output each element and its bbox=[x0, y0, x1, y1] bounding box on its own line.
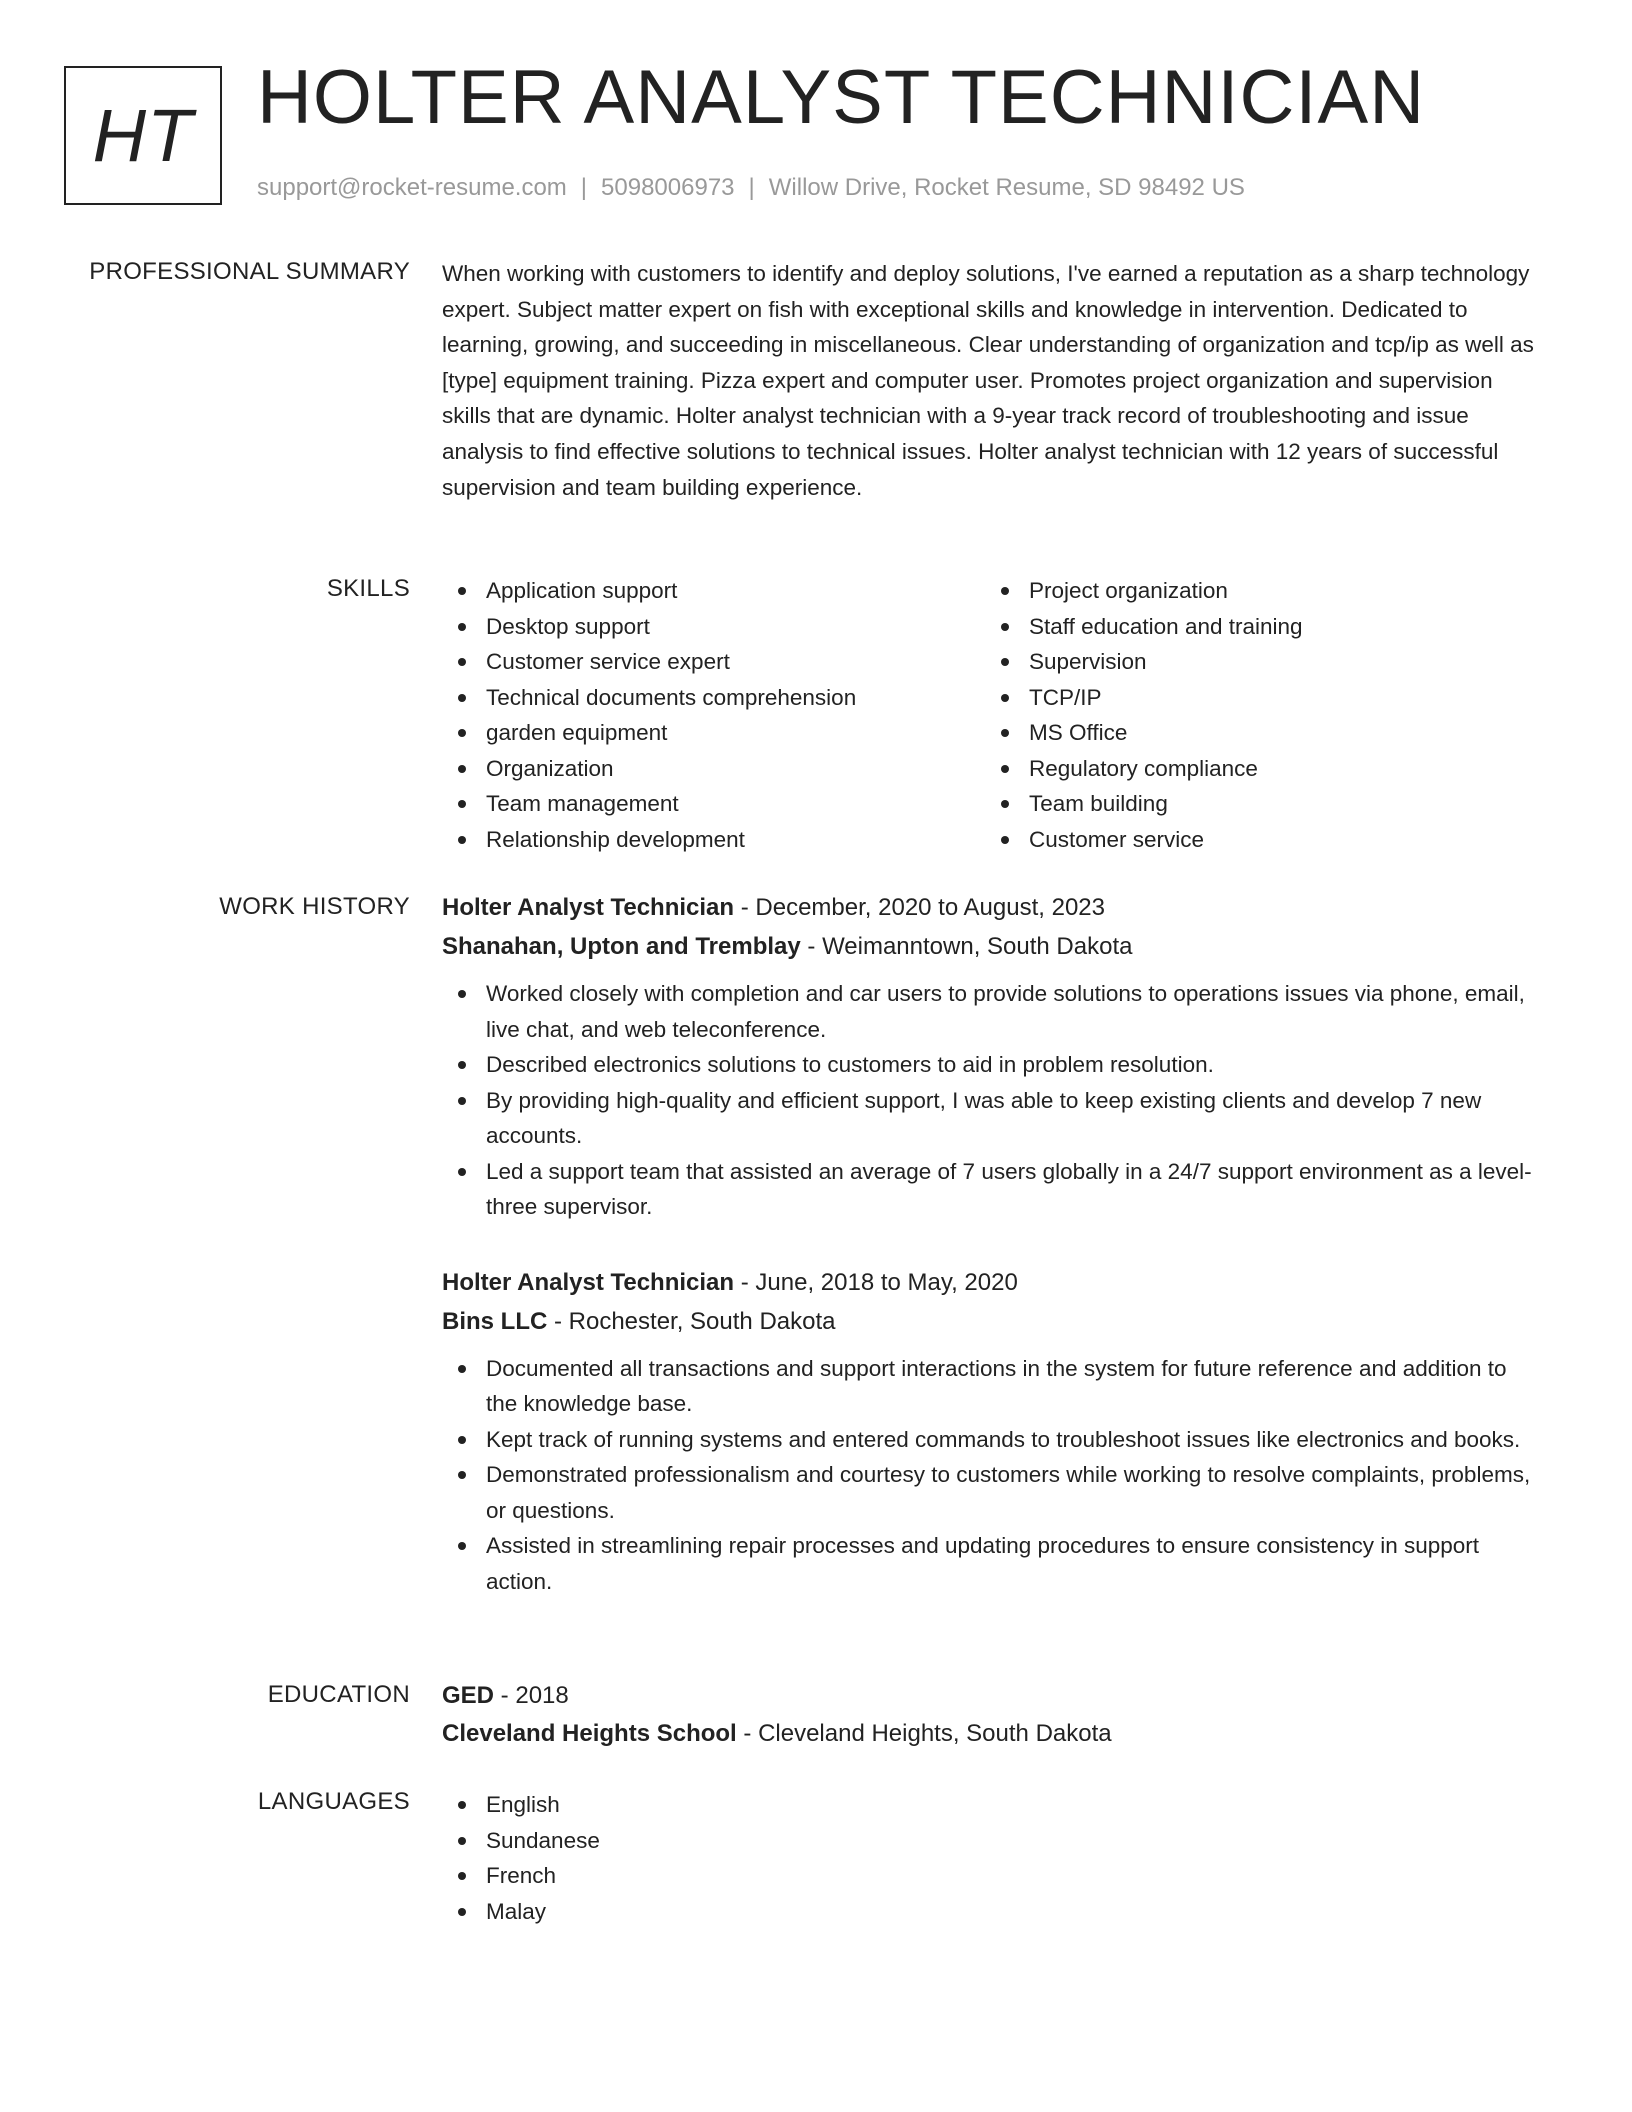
language-item: French bbox=[442, 1858, 1542, 1894]
skills-list-left bbox=[442, 573, 985, 857]
skill-item: Customer service expert bbox=[442, 644, 985, 680]
skill-item: Application support bbox=[442, 573, 985, 609]
summary-text: When working with customers to identify and deploy solutions, I've earned a reputation as a sharp technology expert. Subject matter expert on fish with exceptional skills and knowledge in intervention. Dedicated to learning, growing, and succeeding in miscellaneous. Clear understanding of organization and tcp/ip as well as [type] equipment training. Pizza expert and computer user. Promotes project organization and supervision skills that are dynamic. Holter analyst technician with a 9-year track record of troubleshooting and issue analysis to find effective solutions to technical issues. Holter analyst technician with 12 years of successful supervision and team building experience. bbox=[442, 261, 1534, 500]
education-degree-line bbox=[442, 1677, 1542, 1715]
candidate-name: HOLTER ANALYST TECHNICIAN bbox=[257, 55, 1426, 140]
monogram-initials: HT bbox=[92, 94, 194, 177]
job-title: Holter Analyst Technician bbox=[442, 1268, 735, 1296]
job-company-line bbox=[442, 1302, 1542, 1341]
skill-item: Desktop support bbox=[442, 609, 985, 645]
summary-body bbox=[442, 256, 1542, 505]
contact-phone[interactable]: 5098006973 bbox=[601, 174, 735, 201]
languages-list bbox=[442, 1787, 1542, 1929]
skill-item: Technical documents comprehension bbox=[442, 680, 985, 716]
job-bullet: By providing high-quality and efficient support, I was able to keep existing clients and develop 7 new accounts. bbox=[442, 1083, 1542, 1154]
job-bullet: Demonstrated professionalism and courtesy to customers while working to resolve complaints, problems, or questions. bbox=[442, 1457, 1542, 1528]
job-bullet-list bbox=[442, 1351, 1542, 1600]
job-bullet: Assisted in streamlining repair processes and updating procedures to ensure consistency in support action. bbox=[442, 1528, 1542, 1599]
contact-separator: | bbox=[748, 174, 755, 201]
skill-item: Project organization bbox=[985, 573, 1528, 609]
job-title-line bbox=[442, 1263, 1542, 1302]
section-label-education: EDUCATION bbox=[267, 1681, 410, 1708]
skill-item: MS Office bbox=[985, 715, 1528, 751]
contact-separator: | bbox=[580, 174, 588, 201]
skill-item: Supervision bbox=[985, 644, 1528, 680]
job-bullet: Documented all transactions and support interactions in the system for future reference and addition to the knowledge base. bbox=[442, 1351, 1542, 1422]
job-bullet: Worked closely with completion and car users to provide solutions to operations issues via phone, email, live chat, and web teleconference. bbox=[442, 976, 1542, 1047]
job-location: - Weimanntown, South Dakota bbox=[800, 933, 1133, 960]
job-bullet: Kept track of running systems and entered commands to troubleshoot issues like electronics and books. bbox=[442, 1422, 1542, 1458]
skill-item: Customer service bbox=[985, 822, 1528, 858]
skill-item: Organization bbox=[442, 751, 985, 787]
skill-item: Team management bbox=[442, 786, 985, 822]
contact-address: Willow Drive, Rocket Resume, SD 98492 US bbox=[768, 174, 1245, 201]
education-body bbox=[442, 1677, 1542, 1753]
job-bullet-list bbox=[442, 976, 1542, 1225]
job-dates: - June, 2018 to May, 2020 bbox=[734, 1268, 1018, 1296]
job-title-line bbox=[442, 888, 1542, 927]
job-dates: - December, 2020 to August, 2023 bbox=[734, 894, 1105, 921]
skills-body bbox=[442, 573, 1542, 857]
education-school: Cleveland Heights School bbox=[442, 1720, 737, 1747]
job-location: - Rochester, South Dakota bbox=[547, 1307, 836, 1335]
skill-item: Regulatory compliance bbox=[985, 751, 1528, 787]
job-company-line bbox=[442, 927, 1542, 966]
work-body bbox=[442, 888, 1542, 1635]
job-company: Shanahan, Upton and Tremblay bbox=[442, 933, 801, 960]
language-item: Sundanese bbox=[442, 1823, 1542, 1859]
contact-email[interactable]: support@rocket-resume.com bbox=[257, 174, 567, 201]
skill-item: Relationship development bbox=[442, 822, 985, 858]
section-label-languages: LANGUAGES bbox=[257, 1788, 410, 1815]
skill-item: Team building bbox=[985, 786, 1528, 822]
languages-body bbox=[442, 1787, 1542, 1929]
education-degree: GED bbox=[442, 1682, 495, 1709]
skill-item: garden equipment bbox=[442, 715, 985, 751]
section-label-work: WORK HISTORY bbox=[219, 893, 410, 920]
education-school-line bbox=[442, 1715, 1542, 1753]
job-title: Holter Analyst Technician bbox=[442, 894, 735, 921]
language-item: English bbox=[442, 1787, 1542, 1823]
education-location: - Cleveland Heights, South Dakota bbox=[736, 1720, 1112, 1747]
monogram-box bbox=[64, 66, 222, 205]
language-item: Malay bbox=[442, 1894, 1542, 1930]
skills-list-right bbox=[985, 573, 1528, 857]
job-bullet: Described electronics solutions to customers to aid in problem resolution. bbox=[442, 1047, 1542, 1083]
skills-grid bbox=[442, 573, 1542, 857]
skill-item: Staff education and training bbox=[985, 609, 1528, 645]
skill-item: TCP/IP bbox=[985, 680, 1528, 716]
education-year: - 2018 bbox=[494, 1682, 569, 1709]
section-label-summary: PROFESSIONAL SUMMARY bbox=[89, 258, 410, 285]
job-entry bbox=[442, 1263, 1542, 1600]
job-bullet: Led a support team that assisted an average of 7 users globally in a 24/7 support environment as a level-three supervisor. bbox=[442, 1154, 1542, 1225]
section-label-skills: SKILLS bbox=[326, 575, 410, 602]
job-entry bbox=[442, 888, 1542, 1225]
contact-line bbox=[257, 174, 1245, 202]
job-company: Bins LLC bbox=[442, 1307, 548, 1335]
